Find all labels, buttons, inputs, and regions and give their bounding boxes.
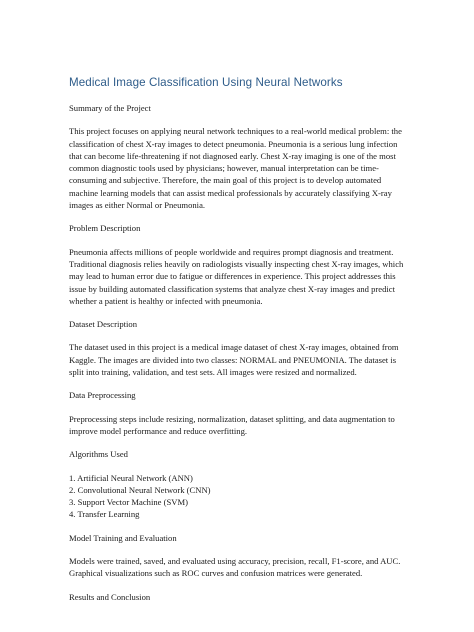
section-body-dataset: The dataset used in this project is a medical image dataset of chest X-ray images, obtained from Kaggle. The images are divided into two classes: NORMAL and PNEUMONIA. The dataset is split into training, validation, and test sets. All images were resized and normalized. [69,342,399,378]
algorithms-list [69,472,409,521]
section-heading-preprocessing: Data Preprocessing [69,390,136,401]
section-heading-training: Model Training and Evaluation [69,532,177,543]
section-heading-problem: Problem Description [69,223,141,234]
list-item: 4. Transfer Learning [69,509,140,520]
section-body-training: Models were trained, saved, and evaluated using accuracy, precision, recall, F1-score, and AUC. Graphical visualizations such as ROC curves and confusion matrices were generated. [69,556,401,579]
section-heading-dataset: Dataset Description [69,319,138,330]
section-body-problem: Pneumonia affects millions of people worldwide and requires prompt diagnosis and treatment. Traditional diagnosis relies heavily on radiologists visually inspecting chest X-ray images, which may lead to human error due to fatigue or differences in experience. This project addresses this issue by building automated classification systems that analyze chest X-ray images and predict whether a patient is healthy or infected with pneumonia. [69,246,404,306]
document-title: Medical Image Classification Using Neural Networks [69,76,343,89]
list-item: 1. Artificial Neural Network (ANN) [69,472,193,483]
section-heading-results: Results and Conclusion [69,591,151,602]
section-body-preprocessing: Preprocessing steps include resizing, normalization, dataset splitting, and data augmentation to improve model performance and reduce overfitting. [69,413,395,436]
document-page [69,76,409,614]
list-item: 2. Convolutional Neural Network (CNN) [69,484,211,495]
section-body-summary: This project focuses on applying neural network techniques to a real-world medical problem: the classification of chest X-ray images to detect pneumonia. Pneumonia is a serious lung infection that can become life-threatening if not diagnosed early. Chest X-ray imaging is one of the most common diagnostic tools used by physicians; however, manual interpretation can be time-consuming and subjective. Therefore, the main goal of this project is to develop automated machine learning models that can assist medical professionals by accurately classifying X-ray images as either Normal or Pneumonia. [69,126,402,211]
section-heading-algorithms: Algorithms Used [69,449,128,460]
list-item: 3. Support Vector Machine (SVM) [69,497,188,508]
section-heading-summary: Summary of the Project [69,103,151,113]
